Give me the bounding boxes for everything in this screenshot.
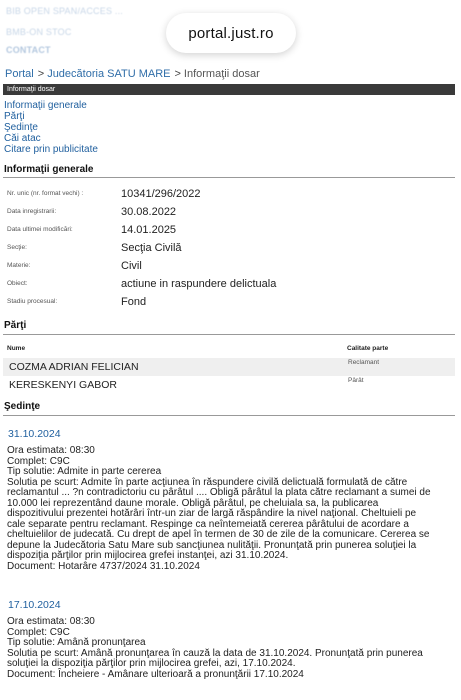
breadcrumb-separator: > (174, 68, 181, 80)
info-label: Materie: (7, 262, 31, 269)
column-role-header: Calitate parte (347, 345, 389, 352)
info-value: 30.08.2022 (121, 206, 177, 218)
party-row (3, 358, 455, 376)
hearings-title: Şedinţe (4, 401, 41, 412)
section-header-label: Informaţii dosar (7, 86, 56, 93)
link-citare-publicitate[interactable]: Citare prin publicitate (4, 144, 98, 155)
divider (3, 177, 455, 178)
url-bar[interactable] (166, 13, 296, 53)
nav-item-1[interactable]: BIB OPEN SPAN/ACCES ... (6, 6, 123, 16)
divider (3, 334, 455, 335)
section-header-bar (3, 84, 455, 95)
info-label: Data ultimei modificări: (7, 226, 73, 233)
breadcrumb (5, 68, 260, 80)
hearing-date: 31.10.2024 (8, 428, 61, 440)
hearing-solution-type: Tip solutie: Admite in parte cererea (7, 466, 162, 477)
parties-title: Părţi (4, 320, 27, 331)
nav-item-contact[interactable]: CONTACT (6, 45, 51, 55)
hearing-time: Ora estimata: 08:30 (7, 616, 95, 627)
info-label: Data inregistrarii: (7, 208, 57, 215)
hearing-summary-line: Solutia pe scurt: Amână pronunţarea în cauză la data de 31.10.2024. Pronunţată prin punerea (7, 647, 423, 659)
party-row (3, 376, 455, 394)
party-role: Reclamant (348, 359, 380, 366)
divider (3, 415, 455, 416)
party-name: KERESKENYI GABOR (9, 379, 117, 391)
section-links (4, 100, 98, 155)
info-value: 10341/296/2022 (121, 188, 201, 200)
info-value: 14.01.2025 (121, 224, 177, 236)
url-text: portal.just.ro (188, 24, 274, 42)
info-value: Secţia Civilă (121, 242, 182, 254)
hearing-summary-line: soluţiei la dispoziţia părţilor prin mijlocirea grefei, azi, 17.10.2024. (7, 658, 296, 669)
breadcrumb-portal[interactable]: Portal (5, 68, 34, 80)
hearing-date: 17.10.2024 (8, 599, 61, 611)
info-label: Secţie: (7, 244, 27, 251)
hearing-solution-type: Tip solutie: Amână pronunţarea (7, 637, 146, 648)
info-value: Fond (121, 296, 147, 308)
hearing-summary-line: dispoziţia părţilor prin mijlocirea grefei instanţei, azi 31.10.2024. (7, 550, 289, 561)
general-info-title: Informaţii generale (4, 164, 94, 175)
breadcrumb-separator: > (37, 68, 45, 80)
hearing-summary-line: Solutia pe scurt: Admite în parte acţiunea în răspundere civilă delictuală formulată de către (7, 476, 408, 488)
breadcrumb-court[interactable]: Judecătoria SATU MARE (47, 68, 171, 80)
hearing-summary-line: cale separate pentru reclamant. Respinge ca neîntemeiată cererea pârâtului de acordare a (7, 518, 409, 530)
breadcrumb-current: Informaţii dosar (183, 68, 260, 80)
info-value: actiune in raspundere delictuala (121, 278, 277, 290)
info-label: Nr. unic (nr. format vechi) : (7, 190, 84, 197)
info-label: Obiect: (7, 280, 28, 287)
hearing-summary-line: cheltuielilor de judecată. Cu drept de apel în termen de 30 de zile de la comunicare. Cererea se (7, 529, 430, 540)
link-informatii-generale[interactable]: Informaţii generale (4, 100, 87, 111)
hearing-summary-line: reclamantul ... ?n contradictoriu cu pârâtul .... Obligă pârâtul la plata către reclamant a sumei de (7, 487, 431, 498)
info-label: Stadiu procesual: (7, 298, 58, 305)
column-name-header: Nume (7, 345, 26, 352)
hearing-summary-line: depune la Judecătoria Satu Mare sub sancţiunea nulităţii. Pronunţată prin punerea soluţiei la (7, 539, 417, 551)
hearing-details (7, 446, 447, 572)
info-value: Civil (121, 260, 142, 272)
hearing-details (7, 617, 447, 680)
hearing-summary-line: dispozitivului prezentei hotărâri într-un ziar de largă răspândire la nivel naţional. Cheltuieli pe (7, 508, 417, 519)
party-name: COZMA ADRIAN FELICIAN (9, 361, 139, 373)
hearing-panel: Complet: C9C (7, 455, 70, 467)
link-cai-atac[interactable]: Căi atac (4, 133, 41, 144)
hearing-time: Ora estimata: 08:30 (7, 445, 95, 456)
hearing-document[interactable]: Document: Hotarâre 4737/2024 31.10.2024 (7, 560, 200, 572)
parties-table-header (7, 345, 453, 352)
hearing-panel: Complet: C9C (7, 626, 70, 638)
party-role: Pârât (348, 377, 364, 384)
link-parti[interactable]: Părţi (4, 111, 25, 122)
hearing-summary-line: 10.000 lei reprezentând daune morale. Obligă pârâtul, pe cheluiala sa, la publicarea (7, 497, 379, 509)
hearing-document[interactable]: Document: Încheiere - Amânare ulterioară a pronunţării 17.10.2024 (7, 668, 304, 680)
link-sedinte[interactable]: Şedinţe (4, 122, 38, 133)
nav-item-2[interactable]: BMB-ON STOC (6, 27, 72, 37)
